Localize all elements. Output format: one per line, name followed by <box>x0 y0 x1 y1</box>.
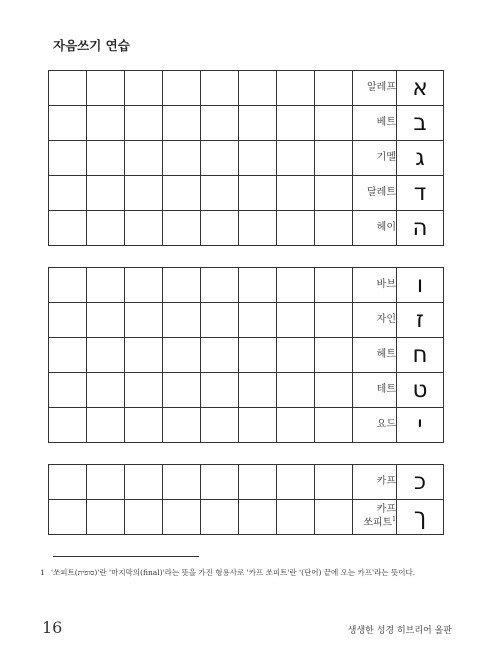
hebrew-letter: ה <box>397 211 444 246</box>
practice-row <box>49 465 444 500</box>
practice-row <box>49 373 444 408</box>
hebrew-letter: ג <box>397 141 444 176</box>
letter-name: 헤트 <box>353 338 397 373</box>
letter-name-suffix: 쏘피트 <box>363 517 393 529</box>
practice-row <box>49 211 444 246</box>
hebrew-letter: כ <box>397 465 444 500</box>
practice-grid-1 <box>48 70 444 246</box>
hebrew-letter: ח <box>397 338 444 373</box>
footnote-divider <box>53 556 199 557</box>
practice-row <box>49 303 444 338</box>
practice-row <box>49 71 444 106</box>
letter-name: 테트 <box>353 373 397 408</box>
letter-name: 카프 <box>376 503 396 515</box>
hebrew-letter: ד <box>397 176 444 211</box>
letter-name: 헤이 <box>353 211 397 246</box>
practice-grid-3 <box>48 464 444 535</box>
hebrew-letter: ך <box>397 500 444 535</box>
hebrew-letter: ו <box>397 268 444 303</box>
hebrew-letter: ב <box>397 106 444 141</box>
footnote-number: 1 <box>40 568 45 577</box>
letter-name: 자인 <box>353 303 397 338</box>
practice-row <box>49 106 444 141</box>
hebrew-letter: א <box>397 71 444 106</box>
hebrew-letter: ז <box>397 303 444 338</box>
practice-grid-2 <box>48 267 444 443</box>
book-title: 생생한 성경 히브리어 올판 <box>347 626 452 636</box>
letter-name: 알레프 <box>353 71 397 106</box>
letter-name: 바브 <box>353 268 397 303</box>
letter-name: 기멜 <box>353 141 397 176</box>
footnote-text: '쏘피트(סופית)'란 '마지막의(final)'라는 뜻을 가진 형용사로 '카프 쏘피트'란 '(단어) 끝에 오는 카프'라는 뜻이다. <box>51 568 416 577</box>
practice-row <box>49 141 444 176</box>
letter-name: 카프 <box>353 465 397 500</box>
hebrew-letter: ט <box>397 373 444 408</box>
practice-row <box>49 338 444 373</box>
letter-name-two-line <box>353 500 397 535</box>
hebrew-letter: י <box>397 408 444 443</box>
page-title: 자음쓰기 연습 <box>53 38 130 53</box>
letter-name: 달레트 <box>353 176 397 211</box>
letter-name: 요드 <box>353 408 397 443</box>
footnote-ref: 1 <box>392 516 396 524</box>
practice-row <box>49 500 444 535</box>
letter-name: 베트 <box>353 106 397 141</box>
practice-row <box>49 176 444 211</box>
practice-row <box>49 268 444 303</box>
page-number: 16 <box>42 618 63 637</box>
practice-row <box>49 408 444 443</box>
